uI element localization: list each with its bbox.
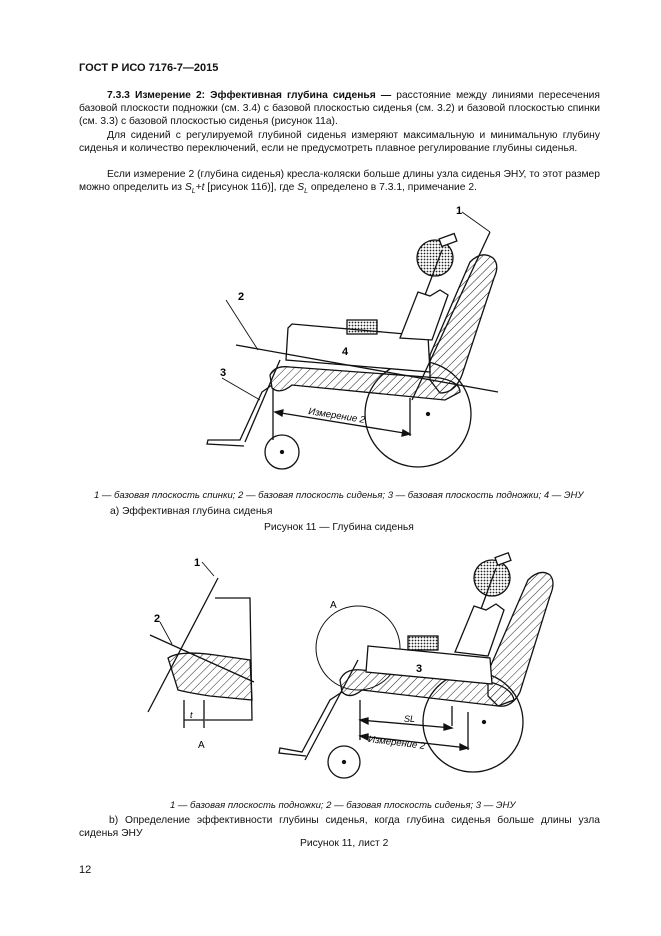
enu-weight-b [408, 636, 438, 650]
fig-a-label-2: 2 [238, 291, 245, 303]
figure-a-legend: 1 — базовая плоскость спинки; 2 — базовая плоскость сиденья; 3 — базовая плоскость подножки; 4 — ЭНУ [94, 490, 584, 501]
figure-b-subcaption: b) Определение эффективности глубины сиденья, когда глубина сиденья больше длины узла сиденья ЭНУ [79, 815, 600, 839]
fig-b-label-t: t [190, 710, 193, 720]
enu-torso-b [455, 604, 504, 656]
page-number: 12 [79, 864, 92, 876]
footrest-b [279, 692, 342, 756]
fig-b-measure: Измерение 2 [367, 734, 426, 752]
paragraph3-c: определено в 7.3.1, примечание 2. [308, 182, 477, 193]
document-header: ГОСТ Р ИСО 7176-7—2015 [79, 62, 219, 74]
enu-head-b [474, 560, 510, 596]
section-title: Измерение 2: Эффективная глубина сиденья — [134, 90, 392, 101]
fig-b-label-a: A [330, 600, 337, 611]
enu-weight [347, 320, 377, 334]
figure-b-detail [148, 562, 254, 728]
figure-a-subcaption: a) Эффективная глубина сиденья [110, 506, 273, 517]
figure-b-caption: Рисунок 11, лист 2 [300, 838, 389, 849]
fig-b-label-3: 3 [416, 663, 423, 675]
section-number: 7.3.3 [107, 90, 130, 101]
footrest-reference-line [245, 360, 280, 442]
fig-b-label-2: 2 [154, 613, 161, 625]
paragraph3-a: Если измерение 2 (глубина сиденья) кресла-коляски больше длины узла сиденья ЭНУ, то этот размер можно определить из [79, 169, 600, 193]
fig-a-measure: Измерение 2 [307, 406, 366, 426]
figure-b-legend: 1 — базовая плоскость подножки; 2 — базовая плоскость сиденья; 3 — ЭНУ [170, 800, 516, 811]
footrest-line-b [305, 660, 358, 760]
paragraph-formula: Если измерение 2 (глубина сиденья) кресла-коляски больше длины узла сиденья ЭНУ, то этот размер можно определить из $S_L+t$ [рисунок 11б)], где $S_L$ определено в 7.3.1, примечание 2. [79, 169, 600, 196]
detail-cushion [168, 653, 252, 700]
section-body: расстояние между линиями пересечения базовой плоскости подножки (см. 3.4) с базовой плоскостью сиденья (см. 3.2) и базовой плоскостью спинки (см. 3.3) с базовой плоскостью сиденья (рисунок 11а). [79, 90, 600, 127]
fig-a-label-1: 1 [456, 205, 463, 217]
fig-a-label-3: 3 [220, 367, 227, 379]
paragraph-adjustable: Для сидений с регулируемой глубиной сиденья измеряют максимальную и минимальную глубину сиденья и количество переключений, если не предусмотреть плавное регулирование глубины сиденья. [79, 130, 600, 154]
footrest [207, 385, 272, 446]
fig-b-label-a-detail: A [198, 740, 205, 751]
figure-a-caption: Рисунок 11 — Глубина сиденья [264, 522, 414, 533]
paragraph3-b: [рисунок 11б)], где [204, 182, 298, 193]
enu-head [417, 240, 453, 276]
fig-b-label-1: 1 [194, 557, 201, 569]
fig-b-label-sl: SL [404, 714, 416, 724]
figure-a-drawing [207, 212, 498, 469]
fig-a-label-4: 4 [342, 346, 349, 358]
